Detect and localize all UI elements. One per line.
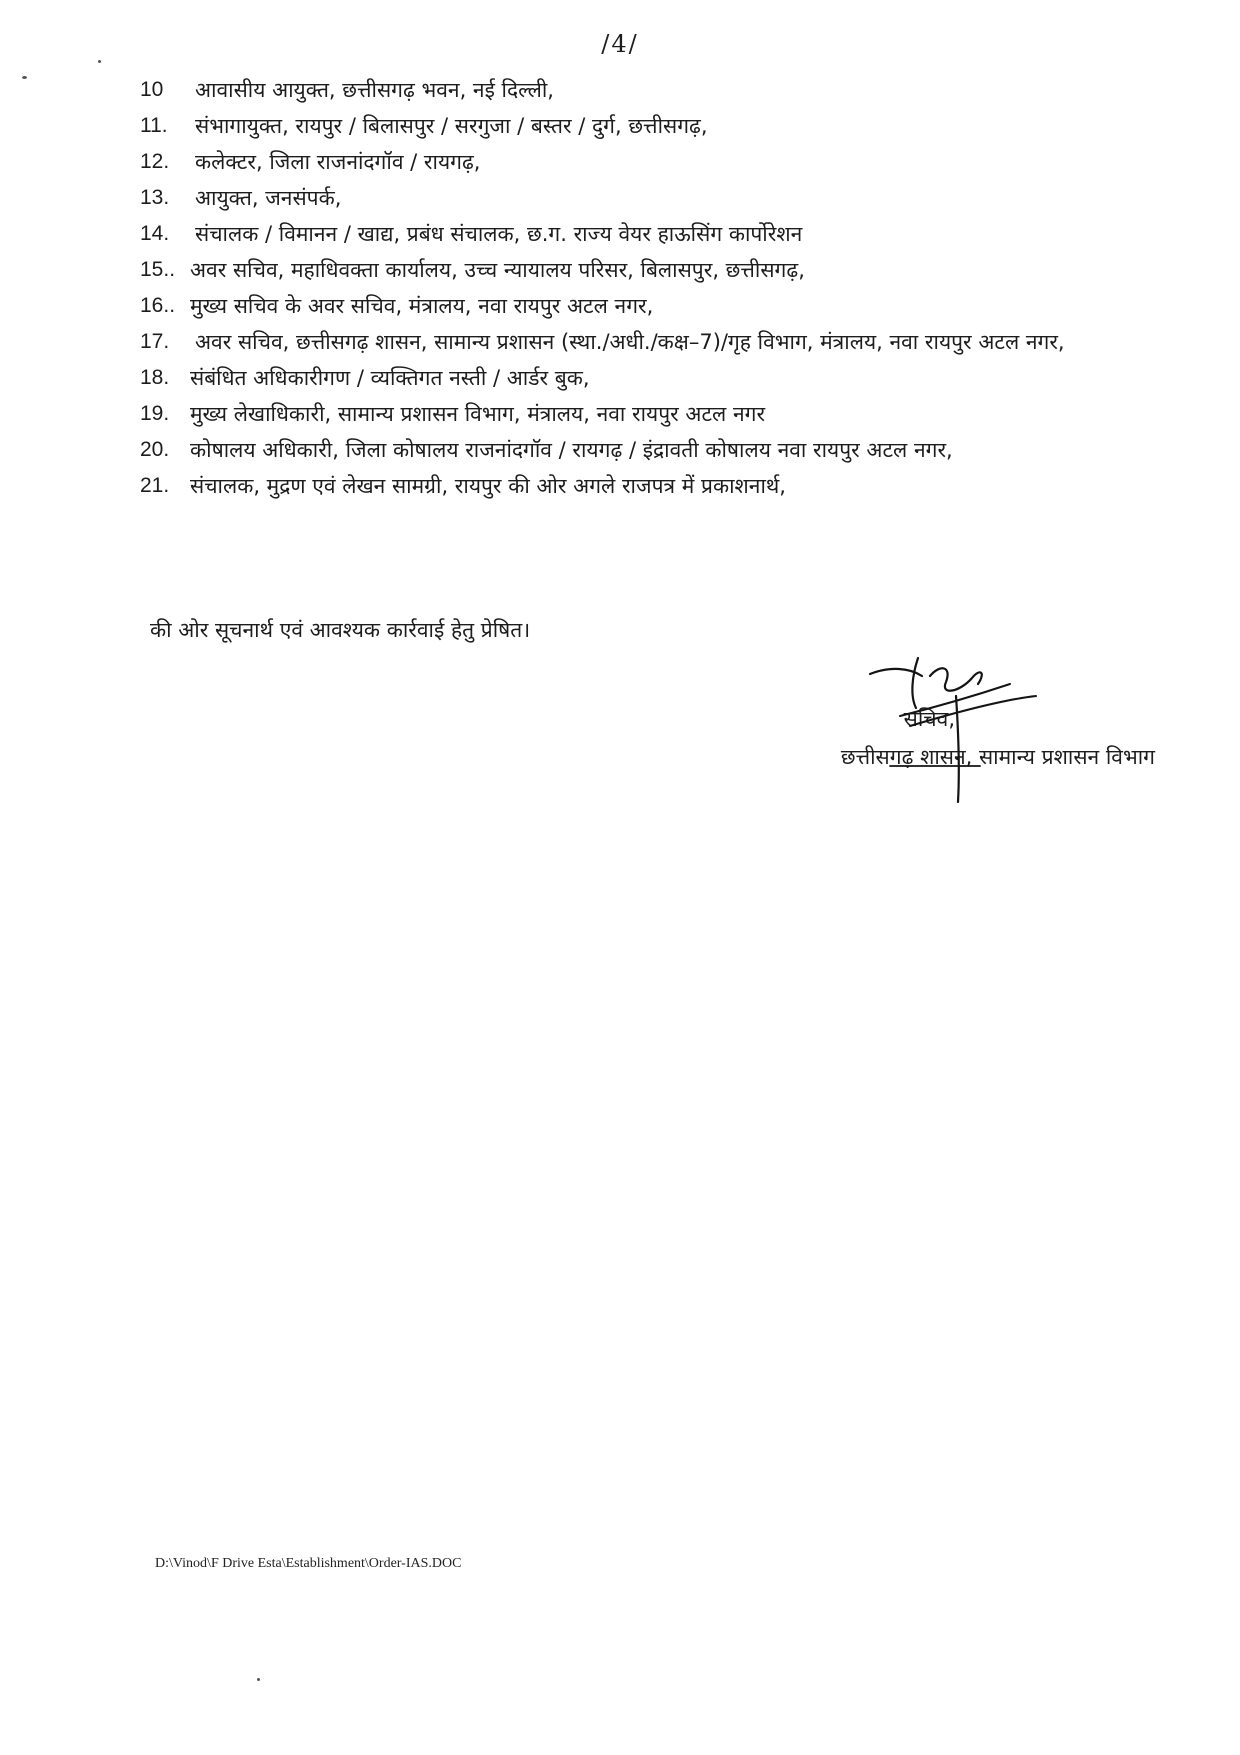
item-text: संभागायुक्त, रायपुर / बिलासपुर / सरगुजा / बस्तर / दुर्ग, छत्तीसगढ़, xyxy=(195,114,708,138)
distribution-list xyxy=(140,72,1150,504)
list-item xyxy=(140,252,1150,288)
item-number: 12. xyxy=(140,150,170,173)
list-item xyxy=(140,216,1150,252)
list-item xyxy=(140,432,1150,468)
item-number: 17. xyxy=(140,330,170,353)
list-item xyxy=(140,396,1150,432)
item-text: कोषालय अधिकारी, जिला कोषालय राजनांदगॉव / रायगढ़ / इंद्रावती कोषालय नवा रायपुर अटल नगर, xyxy=(190,438,953,462)
item-number: 10 xyxy=(140,78,164,101)
scan-speck xyxy=(22,76,27,79)
item-text: कलेक्टर, जिला राजनांदगॉव / रायगढ़, xyxy=(195,150,481,174)
item-text: मुख्य लेखाधिकारी, सामान्य प्रशासन विभाग, मंत्रालय, नवा रायपुर अटल नगर xyxy=(190,402,766,426)
closing-line: की ओर सूचनार्थ एवं आवश्यक कार्रवाई हेतु प्रेषित। xyxy=(150,618,531,642)
item-number: 21. xyxy=(140,474,170,497)
list-item xyxy=(140,144,1150,180)
item-number: 18. xyxy=(140,366,170,389)
item-text: आवासीय आयुक्त, छत्तीसगढ़ भवन, नई दिल्ली, xyxy=(195,78,554,102)
item-number: 16.. xyxy=(140,294,176,317)
item-number: 14. xyxy=(140,222,170,245)
list-item xyxy=(140,108,1150,144)
list-item xyxy=(140,324,1150,360)
item-text: संचालक / विमानन / खाद्य, प्रबंध संचालक, छ.ग. राज्य वेयर हाऊसिंग कार्पोरेशन xyxy=(195,222,803,246)
item-number: 15.. xyxy=(140,258,176,281)
page-number: /4/ xyxy=(601,30,639,58)
list-item xyxy=(140,288,1150,324)
list-item xyxy=(140,360,1150,396)
item-text: अवर सचिव, छत्तीसगढ़ शासन, सामान्य प्रशासन (स्था./अधी./कक्ष–7)/गृह विभाग, मंत्रालय, नवा रायपुर अटल नगर, xyxy=(195,330,1065,354)
item-text: अवर सचिव, महाधिवक्ता कार्यालय, उच्च न्यायालय परिसर, बिलासपुर, छत्तीसगढ़, xyxy=(190,258,805,282)
item-number: 11. xyxy=(140,114,168,137)
item-number: 19. xyxy=(140,402,170,425)
item-number: 20. xyxy=(140,438,170,461)
list-item xyxy=(140,468,1150,504)
list-item xyxy=(140,72,1150,108)
scan-speck xyxy=(98,60,101,63)
handwritten-signature xyxy=(860,656,1050,806)
item-text: संबंधित अधिकारीगण / व्यक्तिगत नस्ती / आर्डर बुक, xyxy=(190,366,590,390)
item-text: संचालक, मुद्रण एवं लेखन सामग्री, रायपुर की ओर अगले राजपत्र में प्रकाशनार्थ, xyxy=(190,474,786,498)
item-text: आयुक्त, जनसंपर्क, xyxy=(195,186,342,210)
item-number: 13. xyxy=(140,186,170,209)
file-path: D:\Vinod\F Drive Esta\Establishment\Order-IAS.DOC xyxy=(155,1556,462,1571)
item-text: मुख्य सचिव के अवर सचिव, मंत्रालय, नवा रायपुर अटल नगर, xyxy=(190,294,654,318)
scan-speck xyxy=(257,1678,260,1681)
list-item xyxy=(140,180,1150,216)
signatory-title: सचिव, xyxy=(903,707,955,731)
signatory-department: छत्तीसगढ़ शासन, सामान्य प्रशासन विभाग xyxy=(840,745,1155,769)
